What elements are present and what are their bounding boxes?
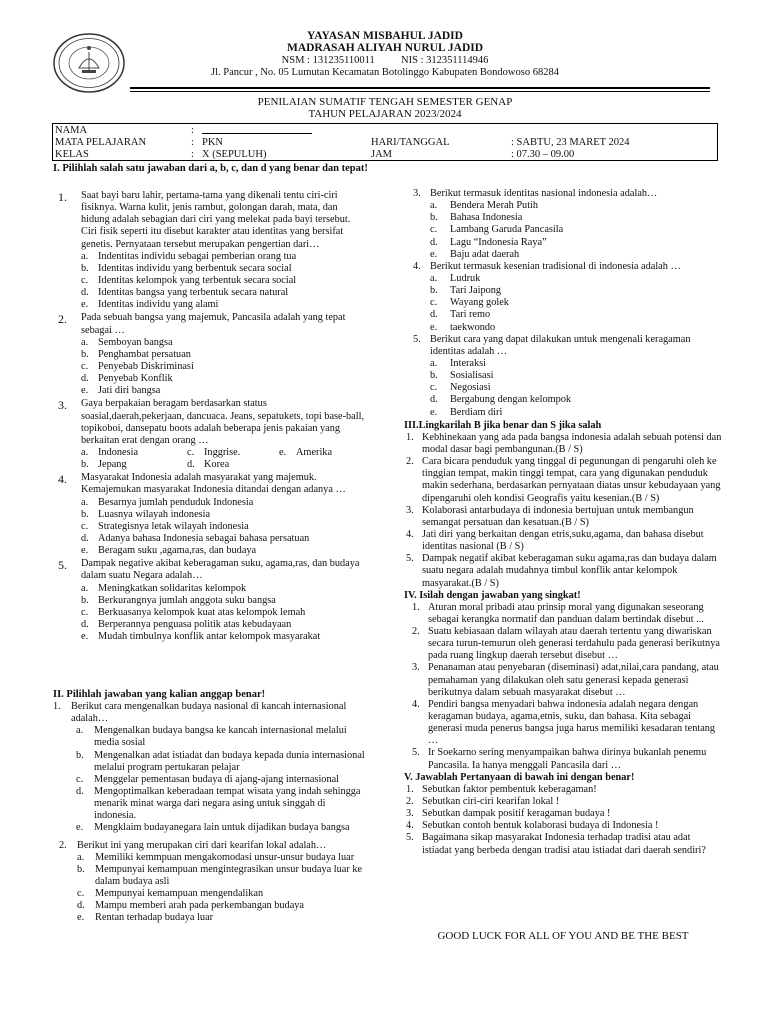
answer-option[interactable] bbox=[76, 786, 368, 822]
question-number: 5. bbox=[406, 832, 414, 844]
answer-option[interactable] bbox=[430, 237, 722, 249]
answer-option[interactable] bbox=[81, 373, 368, 385]
answer-row bbox=[81, 459, 368, 471]
option-text: Lagu “Indonesia Raya” bbox=[450, 236, 547, 248]
option-letter: d. bbox=[76, 785, 84, 797]
question-number: 3. bbox=[406, 808, 414, 820]
option-text: Mudah timbulnya konflik antar kelompok masyarakat bbox=[98, 631, 321, 643]
answer-option[interactable] bbox=[430, 285, 722, 297]
question-item bbox=[404, 553, 722, 589]
answer-option[interactable]: d. Korea bbox=[187, 459, 230, 471]
question-number: 4. bbox=[406, 528, 414, 540]
question-item bbox=[404, 505, 722, 529]
answer-option[interactable] bbox=[81, 545, 368, 557]
answer-option[interactable] bbox=[77, 900, 368, 912]
option-letter: a. bbox=[81, 496, 89, 508]
answer-option[interactable] bbox=[430, 224, 722, 236]
question-number: 1. bbox=[406, 783, 414, 795]
option-text: Strategisnya letak wilayah indonesia bbox=[98, 520, 249, 532]
option-text: Memiliki kemmpuan mengakomodasi unsur-unsur budaya luar bbox=[95, 851, 355, 863]
option-letter: a. bbox=[77, 851, 85, 863]
answer-option[interactable] bbox=[76, 774, 368, 786]
option-text: Berperannya penguasa politik atas kebudayaan bbox=[98, 618, 292, 630]
answer-option[interactable] bbox=[430, 309, 722, 321]
option-letter: b. bbox=[430, 285, 438, 297]
question-text: Jati diri yang berkaitan dengan etris,suku,agama, dan bahasa disebut identitas nasional (B / S) bbox=[422, 528, 704, 553]
option-text: Bergabung dengan kelompok bbox=[450, 394, 572, 406]
option-text: Mempunyai kemampuan mengendalikan bbox=[95, 888, 264, 900]
section-2-title: II. Pilihlah jawaban yang kalian anggap benar! bbox=[53, 689, 266, 700]
option-text: Identitas individu yang berbentuk secara social bbox=[98, 262, 292, 274]
option-letter: d. bbox=[77, 900, 85, 912]
option-text: Luasnya wilayah indonesia bbox=[98, 508, 211, 520]
question-number: 1. bbox=[53, 701, 61, 712]
question-item bbox=[404, 529, 722, 553]
question-2-5 bbox=[404, 334, 722, 358]
option-letter: e. bbox=[76, 822, 84, 834]
option-text: Indentitas individu sebagai pemberian orang tua bbox=[98, 250, 297, 262]
answer-option[interactable] bbox=[77, 864, 368, 888]
school-name: MADRASAH ALIYAH NURUL JADID bbox=[286, 42, 484, 54]
question-text: Sebutkan ciri-ciri kearifan lokal ! bbox=[422, 796, 560, 808]
question-number: 5. bbox=[406, 553, 414, 565]
subject-value: PKN bbox=[202, 137, 224, 148]
answer-option[interactable] bbox=[77, 852, 368, 864]
option-letter: d. bbox=[81, 532, 89, 544]
option-text: Beragam suku ,agama,ras, dan budaya bbox=[98, 545, 257, 557]
question-number: 4. bbox=[413, 260, 421, 272]
option-text: Bahasa Indonesia bbox=[450, 212, 523, 224]
option-letter: a. bbox=[81, 250, 89, 262]
answer-option[interactable] bbox=[81, 337, 368, 349]
answer-option[interactable] bbox=[81, 385, 368, 397]
question-2-4 bbox=[404, 261, 722, 273]
question-item bbox=[404, 456, 722, 505]
option-letter: e. bbox=[77, 912, 85, 924]
question-text: Bagaimana sikap masyarakat Indonesia terhadap tradisi atau adat istiadat yang berbeda dengan tradisi atau istiadat dari daerah sendiri? bbox=[422, 832, 706, 856]
option-letter: e. bbox=[81, 385, 89, 397]
question-number: 5. bbox=[58, 558, 67, 573]
option-text: Wayang golek bbox=[450, 297, 509, 309]
question-item bbox=[404, 820, 722, 832]
section-3-title: III.Lingkarilah B jika benar dan S jika salah bbox=[404, 419, 602, 431]
answer-option[interactable]: c. Inggrise. bbox=[187, 446, 241, 458]
closing-message: GOOD LUCK FOR ALL OF YOU AND BE THE BEST bbox=[437, 930, 689, 942]
option-letter: a. bbox=[81, 582, 89, 594]
question-number: 4. bbox=[58, 472, 67, 487]
option-text: Menggelar pementasan budaya di ajang-ajang internasional bbox=[94, 773, 340, 785]
question-text: Berikut termasuk identitas nasional indonesia adalah… bbox=[430, 188, 658, 199]
question-item bbox=[404, 699, 722, 748]
question-1-1 bbox=[56, 190, 368, 311]
time-value: : 07.30 – 09.00 bbox=[511, 149, 575, 160]
option-text: Tari remo bbox=[450, 309, 491, 321]
option-letter: c. bbox=[81, 274, 89, 286]
option-letter: d. bbox=[430, 394, 438, 406]
section-1-title: I. Pilihlah salah satu jawaban dari a, b, c, dan d yang benar dan tepat! bbox=[53, 163, 368, 174]
question-number: 3. bbox=[413, 188, 421, 199]
answer-option[interactable] bbox=[81, 607, 368, 619]
option-letter: d. bbox=[430, 309, 438, 321]
question-item bbox=[404, 832, 722, 856]
option-letter: e. bbox=[430, 406, 438, 418]
question-number: 3. bbox=[412, 662, 420, 674]
day-date-label: HARI/TANGGAL bbox=[371, 137, 450, 148]
left-column bbox=[56, 190, 368, 644]
question-text: Dampak negative akibat keberagaman suku, agama,ras, dan budaya dalam suatu Negara adalah… bbox=[81, 558, 360, 582]
answer-option[interactable] bbox=[430, 273, 722, 285]
option-letter: b. bbox=[430, 212, 438, 224]
option-letter: c. bbox=[430, 224, 438, 236]
answer-option[interactable]: b. Jepang bbox=[81, 459, 127, 471]
option-text: Mempunyai kemampuan mengintegrasikan unsur budaya luar ke dalam budaya asli bbox=[95, 863, 363, 887]
answer-row bbox=[81, 447, 368, 459]
question-number: 1. bbox=[58, 190, 67, 204]
right-column bbox=[404, 188, 722, 857]
option-letter: a. bbox=[430, 357, 438, 369]
question-item bbox=[404, 662, 722, 698]
option-text: Ludruk bbox=[450, 272, 481, 284]
answer-option[interactable] bbox=[81, 595, 368, 607]
answer-option[interactable] bbox=[77, 888, 368, 900]
question-2-1 bbox=[53, 701, 368, 835]
option-letter: b. bbox=[81, 508, 89, 520]
answer-option[interactable] bbox=[81, 583, 368, 595]
option-letter: c. bbox=[81, 606, 89, 618]
option-text: Adanya bahasa Indonesia sebagai bahasa persatuan bbox=[98, 532, 310, 544]
question-number: 5. bbox=[413, 333, 421, 345]
option-letter: e. bbox=[430, 248, 438, 260]
answer-option[interactable] bbox=[430, 212, 722, 224]
question-item bbox=[404, 626, 722, 662]
option-letter: c. bbox=[430, 382, 438, 394]
question-text: Berikut cara yang dapat dilakukan untuk mengenali keragaman identitas adalah … bbox=[430, 333, 691, 357]
option-letter: b. bbox=[430, 370, 438, 382]
answer-option[interactable] bbox=[76, 725, 368, 749]
question-text: Ir Soekarno sering menyampaikan bahwa dirinya bukanlah penemu Pancasila. Ia hanya menggali Pancasila dari … bbox=[428, 747, 707, 771]
option-letter: e. bbox=[81, 545, 89, 557]
school-ids: NSM : 131235110011 NIS : 312351114946 bbox=[281, 55, 489, 66]
answer-option[interactable] bbox=[81, 299, 368, 311]
option-text: Sosialisasi bbox=[450, 370, 494, 382]
answer-option[interactable] bbox=[430, 200, 722, 212]
option-text: Bendera Merah Putih bbox=[450, 200, 539, 212]
option-letter: b. bbox=[77, 863, 85, 875]
answer-option[interactable] bbox=[430, 394, 722, 406]
question-1-3 bbox=[56, 398, 368, 471]
school-year: TAHUN PELAJARAN 2023/2024 bbox=[308, 108, 462, 120]
option-text: Identitas individu yang alami bbox=[98, 299, 219, 311]
answer-option[interactable] bbox=[81, 619, 368, 631]
question-item bbox=[404, 784, 722, 796]
option-letter: b. bbox=[81, 348, 89, 360]
option-text: Mampu memberi arah pada perkembangan budaya bbox=[95, 900, 304, 912]
option-text: Identitas bangsa yang terbentuk secara natural bbox=[98, 287, 289, 299]
answer-option[interactable] bbox=[81, 497, 368, 509]
answer-option[interactable] bbox=[430, 358, 722, 370]
question-text: Aturan moral pribadi atau prinsip moral yang digunakan seseorang sebagai kerangka normatif dan panduan dalam bertindak disebut ... bbox=[428, 601, 704, 625]
question-2-3 bbox=[404, 188, 722, 200]
question-text: Penanaman atau penyebaran (diseminasi) adat,nilai,cara pandang, atau pemahaman yang dilakukan oleh satu generasi kepada generasi berikutnya dalam sebuah masyarakat disebut … bbox=[428, 662, 719, 698]
question-text: Sebutkan contoh bentuk kolaborasi budaya di Indonesia ! bbox=[422, 820, 659, 832]
answer-option[interactable] bbox=[430, 382, 722, 394]
question-1-2 bbox=[56, 312, 368, 397]
question-number: 2. bbox=[406, 796, 414, 808]
option-text: Mengenalkan adat istiadat dan budaya kepada dunia internasional melalui program pertukaran pelajar bbox=[94, 749, 365, 773]
question-number: 4. bbox=[412, 698, 420, 710]
question-text: Sebutkan faktor pembentuk keberagaman! bbox=[422, 783, 597, 795]
answer-option[interactable] bbox=[81, 631, 368, 643]
section-2-left bbox=[53, 701, 368, 926]
section-5-title: V. Jawablah Pertanyaan di bawah ini dengan benar! bbox=[404, 771, 635, 783]
question-text: Dampak negatif akibat keberagaman suku agama,ras dan budaya dalam suatu negara adalah mudahnya timbul konflik antar kelompok masyarakat.(B / S) bbox=[422, 553, 717, 589]
option-letter: c. bbox=[76, 773, 84, 785]
answer-option[interactable] bbox=[76, 822, 368, 834]
time-label: JAM bbox=[371, 149, 393, 160]
option-text: Semboyan bangsa bbox=[98, 336, 173, 348]
option-letter: d. bbox=[81, 618, 89, 630]
question-text: Kebhinekaan yang ada pada bangsa indonesia adalah sebuah potensi dan modal dasar bagi pembangunan.(B / S) bbox=[422, 431, 722, 455]
school-seal-logo bbox=[52, 32, 126, 94]
question-number: 2. bbox=[58, 312, 67, 327]
question-text: Berikut ini yang merupakan ciri dari kearifan lokal adalah… bbox=[77, 839, 327, 851]
option-text: Tari Jaipong bbox=[450, 285, 502, 297]
question-text: Suatu kebiasaan dalam wilayah atau daerah tertentu yang diwariskan secara turun-temurun oleh generasi terdahulu pada generasi berikutnya pada ruang lingkup daerah tersebut disebut … bbox=[428, 626, 720, 662]
answer-option[interactable]: a. Indonesia bbox=[81, 446, 139, 458]
question-text: Kolaborasi antarbudaya di indonesia bertujuan untuk membangun semangat persatuan dan kesatuan.(B / S) bbox=[422, 504, 694, 528]
header-divider-thin bbox=[130, 91, 710, 92]
option-text: Mengenalkan budaya bangsa ke kancah internasional melalui media sosial bbox=[94, 725, 347, 749]
subject-label: MATA PELAJARAN bbox=[55, 137, 147, 148]
question-item bbox=[404, 796, 722, 808]
option-text: Lambang Garuda Pancasila bbox=[450, 224, 564, 236]
answer-option[interactable] bbox=[430, 407, 722, 419]
option-text: Penghambat persatuan bbox=[98, 348, 191, 360]
question-1-5 bbox=[56, 558, 368, 643]
question-number: 2. bbox=[406, 456, 414, 468]
answer-option[interactable] bbox=[81, 509, 368, 521]
option-text: Identitas kelompok yang terbentuk secara social bbox=[98, 274, 297, 286]
name-label: NAMA bbox=[55, 125, 88, 136]
question-text: Pendiri bangsa menyadari bahwa indonesia adalah negara dengan keragaman budaya, agama,etnis, suku, dan bahasa. Kita sebagai generasi muda penerus bangsa juga harus memiliki kesadaran tentang … bbox=[428, 698, 716, 747]
option-text: Jati diri bangsa bbox=[98, 385, 161, 397]
option-letter: a. bbox=[430, 200, 438, 212]
answer-option[interactable] bbox=[430, 297, 722, 309]
question-number: 1. bbox=[406, 431, 414, 443]
option-text: Penyebab Konflik bbox=[98, 373, 173, 385]
option-letter: c. bbox=[81, 520, 89, 532]
answer-option[interactable] bbox=[76, 750, 368, 774]
answer-option[interactable] bbox=[81, 275, 368, 287]
answer-option[interactable] bbox=[81, 287, 368, 299]
option-text: Mengklaim budayanegara lain untuk dijadikan budaya bangsa bbox=[94, 822, 350, 834]
option-text: Interaksi bbox=[450, 357, 487, 369]
option-letter: c. bbox=[430, 297, 438, 309]
question-text: Gaya berpakaian beragam berdasarkan status soasial,daerah,pekerjaan, dancuaca. Jeans, sepatukets, topi base-ball, topikoboi, dansepatu boots adalah beberapa jenis pakaian yang berkaitan erat dengan orang … bbox=[81, 398, 365, 446]
answer-option[interactable] bbox=[430, 370, 722, 382]
class-value: X (SEPULUH) bbox=[202, 149, 267, 160]
student-identity-box bbox=[52, 123, 718, 161]
option-letter: e. bbox=[430, 321, 438, 333]
option-text: Besarnya jumlah penduduk Indonesia bbox=[98, 496, 254, 508]
answer-option[interactable] bbox=[81, 361, 368, 373]
answer-option[interactable] bbox=[81, 521, 368, 533]
answer-option[interactable] bbox=[430, 249, 722, 261]
option-text: Berdiam diri bbox=[450, 406, 503, 418]
section-4-title: IV. Isilah dengan jawaban yang singkat! bbox=[404, 589, 581, 601]
class-label: KELAS bbox=[55, 149, 89, 160]
question-number: 1. bbox=[412, 601, 420, 613]
option-text: Mengoptimalkan keberadaan tempat wisata yang indah sehingga menarik minat warga dari negara asing untuk singgah di indonesia. bbox=[94, 785, 361, 822]
option-letter: d. bbox=[81, 287, 89, 299]
option-letter: c. bbox=[77, 888, 85, 900]
question-number: 3. bbox=[406, 504, 414, 516]
answer-option[interactable] bbox=[81, 349, 368, 361]
question-item bbox=[404, 432, 722, 456]
question-2-2 bbox=[53, 840, 368, 925]
question-text: Sebutkan dampak positif keragaman budaya ! bbox=[422, 808, 611, 820]
subject-colon: : bbox=[191, 137, 194, 148]
question-1-4 bbox=[56, 472, 368, 557]
answer-option[interactable] bbox=[81, 251, 368, 263]
option-text: Rentan terhadap budaya luar bbox=[95, 912, 214, 924]
option-text: Berkuasanya kelompok kuat atas kelompok lemah bbox=[98, 606, 306, 618]
header-divider bbox=[130, 87, 710, 89]
option-letter: d. bbox=[81, 373, 89, 385]
question-text: Pada sebuah bangsa yang majemuk, Pancasila adalah yang tepat sebagai … bbox=[81, 312, 346, 336]
question-number: 2. bbox=[412, 626, 420, 638]
school-address: Jl. Pancur , No. 05 Lumutan Kecamatan Botolinggo Kabupaten Bondowoso 68284 bbox=[211, 67, 559, 78]
option-letter: b. bbox=[81, 262, 89, 274]
day-date-value: : SABTU, 23 MARET 2024 bbox=[511, 137, 630, 148]
option-letter: c. bbox=[81, 360, 89, 372]
option-letter: b. bbox=[76, 749, 84, 761]
question-item bbox=[404, 808, 722, 820]
option-letter: d. bbox=[430, 236, 438, 248]
answer-option[interactable]: e. Amerika bbox=[279, 446, 333, 458]
answer-option[interactable] bbox=[77, 912, 368, 924]
question-text: Cara bicara penduduk yang tinggal di pegunungan di pengaruhi oleh ke tinggian tempat, makin tinggi tempat, cara yang digunakan penduduk makin sederhana, berdasarkan pernyataan diatas unsur kebudayaan yang dipengaruhi oleh kondisi Geografis yaitu kesenian.(B / S) bbox=[422, 456, 721, 504]
option-letter: a. bbox=[81, 336, 89, 348]
name-colon: : bbox=[191, 125, 194, 136]
answer-option[interactable] bbox=[81, 263, 368, 275]
option-text: taekwondo bbox=[450, 321, 496, 333]
question-number: 3. bbox=[58, 398, 67, 413]
question-text: Saat bayi baru lahir, pertama-tama yang dikenali tentu ciri-ciri fisiknya. Warna kulit, jenis rambut, golongan darah, mata, dan hidung adalah sebagian dari ciri yang melekat pada bayi tersebut. Ciri fisik seperti itu disebut karakter atau identitas yang bersifat genetis. Pernyataan tersebut merupakan pengertian dari… bbox=[81, 190, 351, 250]
option-letter: a. bbox=[76, 725, 84, 737]
option-letter: a. bbox=[430, 272, 438, 284]
answer-option[interactable] bbox=[81, 533, 368, 545]
option-letter: e. bbox=[81, 299, 89, 311]
option-text: Negosiasi bbox=[450, 382, 491, 394]
option-text: Meningkatkan solidaritas kelompok bbox=[98, 582, 247, 594]
question-number: 2. bbox=[59, 839, 67, 851]
question-number: 4. bbox=[406, 820, 414, 832]
option-letter: b. bbox=[81, 594, 89, 606]
question-number: 5. bbox=[412, 747, 420, 759]
exam-title: PENILAIAN SUMATIF TENGAH SEMESTER GENAP bbox=[257, 96, 513, 108]
question-text: Masyarakat Indonesia adalah masyarakat yang majemuk. Kemajemukan masyarakat Indonesia ditandai dengan adanya … bbox=[81, 472, 346, 496]
class-colon: : bbox=[191, 149, 194, 160]
question-text: Berikut cara mengenalkan budaya nasional di kancah internasional adalah… bbox=[71, 701, 347, 725]
question-text: Berikut termasuk kesenian tradisional di indonesia adalah … bbox=[430, 260, 681, 272]
foundation-name: YAYASAN MISBAHUL JADID bbox=[307, 30, 463, 42]
question-item bbox=[404, 602, 722, 626]
option-letter: e. bbox=[81, 631, 89, 643]
question-item bbox=[404, 747, 722, 771]
option-text: Penyebab Diskriminasi bbox=[98, 360, 194, 372]
answer-option[interactable] bbox=[430, 322, 722, 334]
option-text: Berkurangnya jumlah anggota suku bangsa bbox=[98, 594, 276, 606]
option-text: Baju adat daerah bbox=[450, 248, 520, 260]
